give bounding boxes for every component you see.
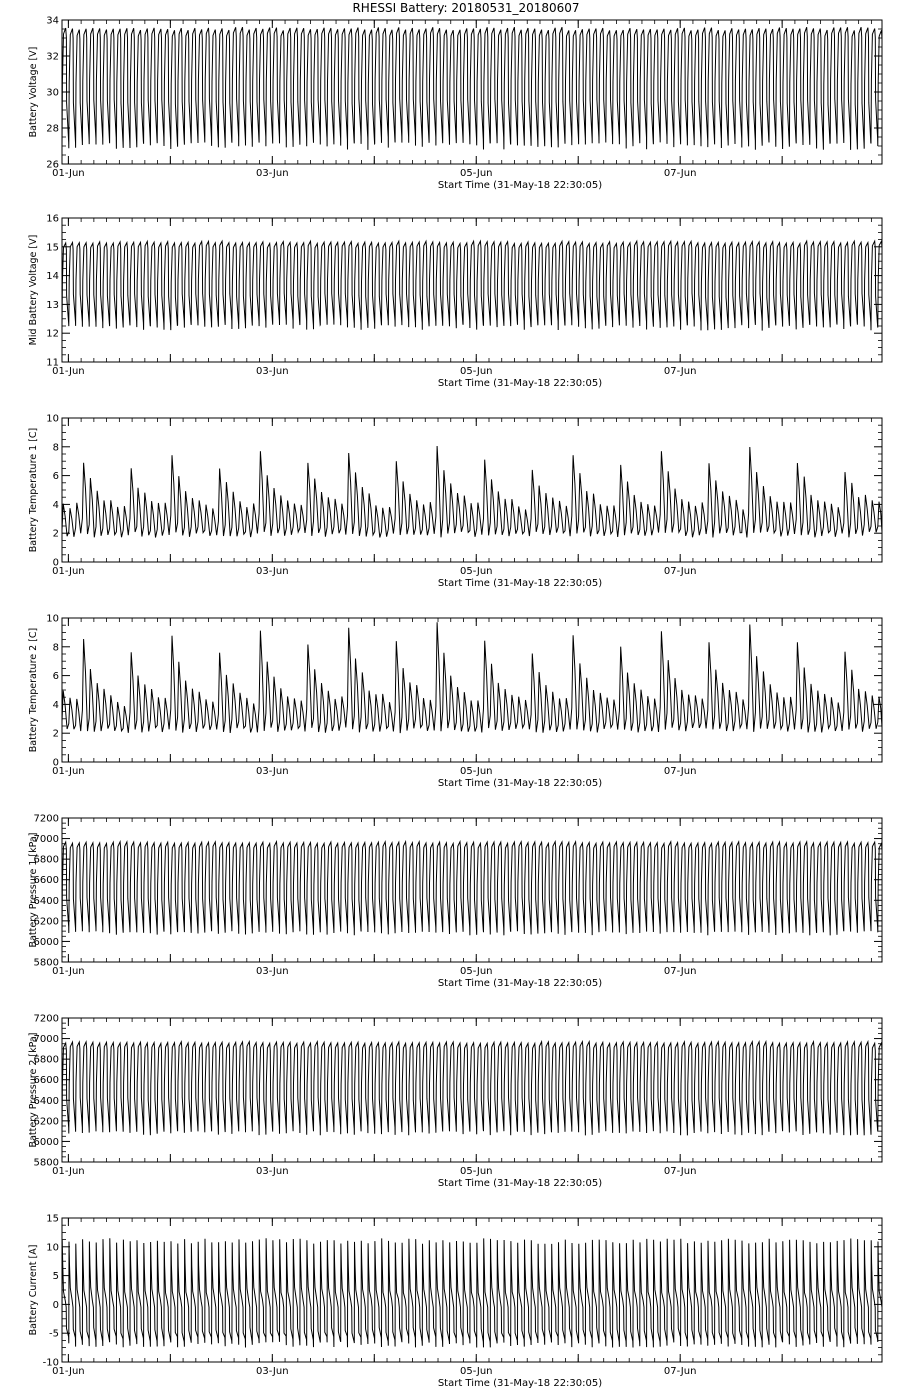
y-tick-label: 14 bbox=[46, 271, 59, 283]
x-tick-label: 07-Jun bbox=[663, 168, 697, 179]
x-tick-label: 07-Jun bbox=[663, 766, 697, 777]
x-tick-label: 01-Jun bbox=[52, 766, 85, 777]
x-axis-label: Start Time (31-May-18 22:30:05) bbox=[437, 1378, 603, 1389]
x-tick-label: 05-Jun bbox=[459, 366, 493, 377]
panel-3 bbox=[28, 414, 882, 590]
y-axis-label: Battery Temperature 1 [C] bbox=[28, 427, 39, 553]
y-tick-label: 15 bbox=[46, 1213, 59, 1225]
y-tick-label: 0 bbox=[52, 757, 59, 769]
y-tick-label: 4 bbox=[52, 699, 59, 711]
y-tick-label: 6200 bbox=[33, 916, 59, 928]
x-tick-label: 03-Jun bbox=[256, 1166, 289, 1177]
x-tick-label: 07-Jun bbox=[663, 366, 697, 377]
y-tick-label: 8 bbox=[52, 642, 59, 654]
x-tick-label: 03-Jun bbox=[256, 966, 289, 977]
x-axis-label: Start Time (31-May-18 22:30:05) bbox=[437, 378, 603, 389]
y-tick-label: 6 bbox=[52, 671, 59, 683]
y-axis-label: Battery Pressure 1 [kPa] bbox=[28, 832, 39, 948]
y-tick-label: 16 bbox=[46, 213, 59, 225]
y-axis-label: Mid Battery Voltage [V] bbox=[28, 234, 39, 346]
y-tick-label: 7200 bbox=[33, 1013, 59, 1025]
y-tick-label: 10 bbox=[46, 413, 59, 425]
y-tick-label: 5800 bbox=[33, 1157, 59, 1169]
y-tick-label: 11 bbox=[46, 357, 59, 369]
x-tick-label: 05-Jun bbox=[459, 1366, 493, 1377]
x-tick-label: 03-Jun bbox=[256, 566, 289, 577]
y-axis-label: Battery Voltage [V] bbox=[28, 46, 39, 138]
y-tick-label: 2 bbox=[52, 528, 59, 540]
x-tick-label: 01-Jun bbox=[52, 1366, 85, 1377]
x-tick-label: 07-Jun bbox=[663, 566, 697, 577]
x-tick-label: 05-Jun bbox=[459, 566, 493, 577]
y-axis-label: Battery Pressure 2 [kPa] bbox=[28, 1032, 39, 1148]
x-tick-label: 01-Jun bbox=[52, 566, 85, 577]
x-tick-label: 07-Jun bbox=[663, 1166, 697, 1177]
y-tick-label: 12 bbox=[46, 328, 59, 340]
series-line bbox=[62, 1238, 882, 1347]
y-tick-label: 13 bbox=[46, 299, 59, 311]
x-tick-label: 05-Jun bbox=[459, 966, 493, 977]
panels bbox=[28, 16, 882, 1390]
y-tick-label: 8 bbox=[52, 442, 59, 454]
y-tick-label: 28 bbox=[46, 123, 59, 135]
y-tick-label: 6800 bbox=[33, 854, 59, 866]
plot-frame bbox=[62, 418, 882, 562]
panel-5 bbox=[28, 814, 882, 990]
y-tick-label: 7200 bbox=[33, 813, 59, 825]
series-line bbox=[62, 446, 882, 538]
series-line bbox=[62, 1042, 882, 1136]
y-tick-label: 2 bbox=[52, 728, 59, 740]
x-tick-label: 05-Jun bbox=[459, 1166, 493, 1177]
x-tick-label: 01-Jun bbox=[52, 168, 85, 179]
x-axis-label: Start Time (31-May-18 22:30:05) bbox=[437, 578, 603, 589]
y-tick-label: 26 bbox=[46, 159, 59, 171]
y-tick-label: 7000 bbox=[33, 834, 59, 846]
y-tick-label: 6 bbox=[52, 471, 59, 483]
y-tick-label: 5 bbox=[52, 1271, 59, 1283]
y-tick-label: 6400 bbox=[33, 1095, 59, 1107]
y-tick-label: 6800 bbox=[33, 1054, 59, 1066]
series-line bbox=[62, 842, 882, 936]
y-tick-label: 0 bbox=[52, 557, 59, 569]
x-tick-label: 01-Jun bbox=[52, 966, 85, 977]
figure-title: RHESSI Battery: 20180531_20180607 bbox=[352, 1, 580, 15]
y-tick-label: 6200 bbox=[33, 1116, 59, 1128]
x-tick-label: 03-Jun bbox=[256, 366, 289, 377]
series-line bbox=[62, 27, 882, 150]
y-tick-label: 15 bbox=[46, 242, 59, 254]
x-axis-label: Start Time (31-May-18 22:30:05) bbox=[437, 978, 603, 989]
y-tick-label: 10 bbox=[46, 613, 59, 625]
y-tick-label: 30 bbox=[46, 87, 59, 99]
y-tick-label: -5 bbox=[49, 1328, 59, 1340]
series-line bbox=[62, 622, 882, 733]
panel-2 bbox=[28, 214, 882, 390]
x-tick-label: 05-Jun bbox=[459, 766, 493, 777]
y-tick-label: 10 bbox=[46, 1242, 59, 1254]
x-tick-label: 07-Jun bbox=[663, 1366, 697, 1377]
x-axis-label: Start Time (31-May-18 22:30:05) bbox=[437, 1178, 603, 1189]
y-tick-label: 5800 bbox=[33, 957, 59, 969]
x-tick-label: 07-Jun bbox=[663, 966, 697, 977]
y-tick-label: 4 bbox=[52, 499, 59, 511]
panel-1 bbox=[28, 16, 882, 192]
x-tick-label: 03-Jun bbox=[256, 1366, 289, 1377]
x-tick-label: 01-Jun bbox=[52, 1166, 85, 1177]
x-tick-label: 03-Jun bbox=[256, 168, 289, 179]
y-tick-label: 6000 bbox=[33, 936, 59, 948]
x-tick-label: 05-Jun bbox=[459, 168, 493, 179]
series-line bbox=[62, 241, 882, 331]
panel-6 bbox=[28, 1014, 882, 1190]
y-tick-label: 6400 bbox=[33, 895, 59, 907]
y-tick-label: 6600 bbox=[33, 875, 59, 887]
x-tick-label: 03-Jun bbox=[256, 766, 289, 777]
y-tick-label: 0 bbox=[52, 1299, 59, 1311]
y-tick-label: 6000 bbox=[33, 1136, 59, 1148]
y-tick-label: 7000 bbox=[33, 1034, 59, 1046]
panel-7 bbox=[28, 1214, 882, 1390]
x-axis-label: Start Time (31-May-18 22:30:05) bbox=[437, 180, 603, 191]
y-tick-label: 6600 bbox=[33, 1075, 59, 1087]
y-axis-label: Battery Temperature 2 [C] bbox=[28, 627, 39, 753]
y-axis-label: Battery Current [A] bbox=[28, 1244, 39, 1336]
x-tick-label: 01-Jun bbox=[52, 366, 85, 377]
x-axis-label: Start Time (31-May-18 22:30:05) bbox=[437, 778, 603, 789]
y-tick-label: 32 bbox=[46, 51, 59, 63]
y-tick-label: 34 bbox=[46, 15, 59, 27]
panel-4 bbox=[28, 614, 882, 790]
y-tick-label: -10 bbox=[42, 1357, 59, 1369]
